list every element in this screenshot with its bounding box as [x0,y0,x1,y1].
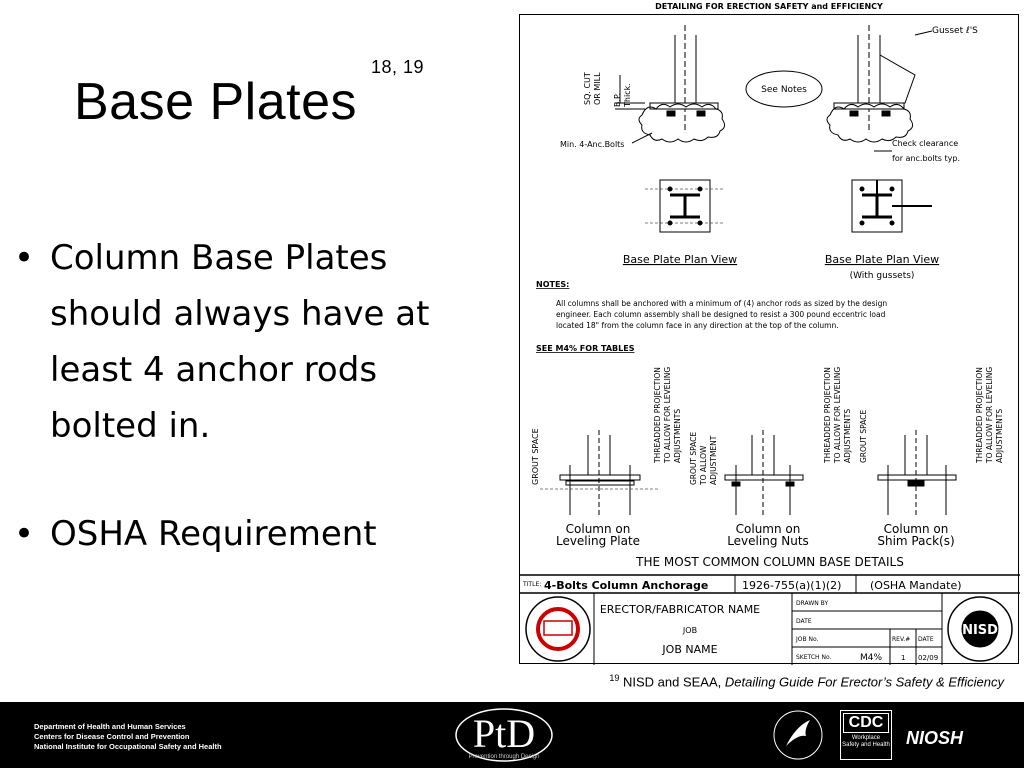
department-text [34,722,222,752]
plan-view-1-title: Base Plate Plan View [622,253,738,266]
dept-line-2: Centers for Disease Control and Prevention [34,732,190,741]
sketch-number: M4% [860,653,883,663]
caption-2-line-1: Column on [735,522,801,536]
sq-cut-label: SQ. CUT [583,72,592,105]
cdc-sub-2: Safety and Health [842,742,890,748]
see-notes-label: See Notes [761,85,807,95]
caption-1-line-1: Column on [565,522,631,536]
grout-allow-label-1: GROUT SPACE [689,431,698,485]
detail-leveling-plate [540,430,660,515]
notes-heading: NOTES: [536,280,570,289]
cdc-text: CDC [843,713,889,733]
title-references: 18, 19 [371,56,425,77]
footnote [609,673,1004,689]
osha-mandate-label: (OSHA Mandate) [870,579,962,592]
min-bolts-label: Min. 4-Anc.Bolts [560,140,625,149]
check-clearance-label: Check clearance [892,139,959,148]
hhs-seal-icon [770,708,826,762]
see-tables-label: SEE M4% FOR TABLES [536,344,635,353]
caption-1-line-2: Leveling Plate [555,534,641,548]
bullet-list [14,230,484,614]
ptd-subtitle: Prevention through Design [468,754,540,760]
title-block-value: 4-Bolts Column Anchorage [544,579,709,592]
cdc-logo [840,710,892,760]
bp-label: B.P. [613,92,622,107]
caption-3-line-1: Column on [883,522,949,536]
threaded-label-2b: TO ALLOW FOR LEVELING [833,366,842,463]
grout-space-label-b: GROUT SPACE [859,409,868,463]
threaded-label-2c: TO ALLOW FOR LEVELING [985,366,994,463]
grout-allow-label-3: ADJUSTMENT [709,435,718,485]
bullet-item: • Column Base Plates should always have at least 4 anchor rods bolted in. [14,230,484,454]
date2-label: DATE [918,636,934,643]
detail-drawing [520,15,1020,665]
threaded-label-3c: ADJUSTMENTS [995,408,1004,463]
plan-view-right [852,180,932,232]
caption-2-line-2: Leveling Nuts [727,534,809,548]
slide-title [74,56,425,132]
threaded-label-1: THREADDED PROJECTION [653,367,662,463]
or-mill-label: OR MILL [593,72,602,105]
plan-view-2-title: Base Plate Plan View [824,253,940,266]
threaded-label-3b: ADJUSTMENTS [843,408,852,463]
date-value: 02/09 [918,654,939,662]
detail-shim-pack [878,430,956,515]
ptd-text: PtD [472,711,536,756]
seaa-logo [526,597,590,661]
threaded-label-3: ADJUSTMENTS [673,408,682,463]
notes-line-3: located 18" from the column face in any direction at the top of the column. [556,321,839,330]
rev-label: REV.# [892,636,911,643]
sketch-no-label: SKETCH No. [796,654,832,661]
job-name: JOB NAME [662,643,718,656]
column-elevation-right [827,25,932,142]
common-details-title: THE MOST COMMON COLUMN BASE DETAILS [636,555,904,569]
footnote-source: Detailing Guide For Erector’s Safety & Efficiency [724,674,1004,690]
with-gussets-label: (With gussets) [849,271,915,281]
grout-space-label: GROUT SPACE [531,428,540,485]
thick-label: Thick. [623,83,632,107]
dept-line-3: National Institute for Occupational Safety and Health [34,742,222,751]
regulation-ref: 1926-755(a)(1)(2) [742,579,842,592]
rev-value: 1 [901,654,906,662]
plan-view-left [645,180,725,232]
footer-bar [0,702,1024,768]
job-no-label: JOB No. [796,636,819,643]
cdc-sub-1: Workplace [851,735,881,741]
threaded-label-2: TO ALLOW FOR LEVELING [663,366,672,463]
footnote-number: 19 [609,673,620,683]
title-block-label: TITLE: [523,581,542,588]
svg-text:NISD: NISD [962,623,998,638]
detail-leveling-nuts [725,430,803,515]
for-bolts-label: for anc.bolts typ. [892,154,960,163]
notes-line-1: All columns shall be anchored with a minimum of (4) anchor rods as sized by the design [556,299,888,308]
bullet-item: • OSHA Requirement [14,506,484,562]
caption-3-line-2: Shim Pack(s) [877,534,955,548]
notes-line-2: engineer. Each column assembly shall be designed to resist a 300 pound eccentric load [556,310,886,319]
job-label: JOB [682,626,698,635]
threaded-label-1c: THREADDED PROJECTION [975,367,984,463]
threaded-label-1b: THREADDED PROJECTION [823,367,832,463]
date-label: DATE [796,618,812,625]
nisd-logo [948,597,1012,661]
drawn-by-label: DRAWN BY [796,600,829,607]
gusset-label: Gusset ℓ'S [932,26,978,36]
dept-line-1: Department of Health and Human Services [34,722,186,731]
grout-allow-label-2: TO ALLOW [699,445,708,485]
slide-title-text: Base Plates [74,73,357,131]
detail-drawing-sheet [519,14,1019,664]
ptd-logo [452,706,556,764]
drawing-header: DETAILING FOR ERECTION SAFETY and EFFICIENCY [655,2,883,11]
footnote-text: NISD and SEAA, [619,674,725,690]
erector-name: ERECTOR/FABRICATOR NAME [599,603,761,616]
niosh-logo: NIOSH [906,728,964,748]
